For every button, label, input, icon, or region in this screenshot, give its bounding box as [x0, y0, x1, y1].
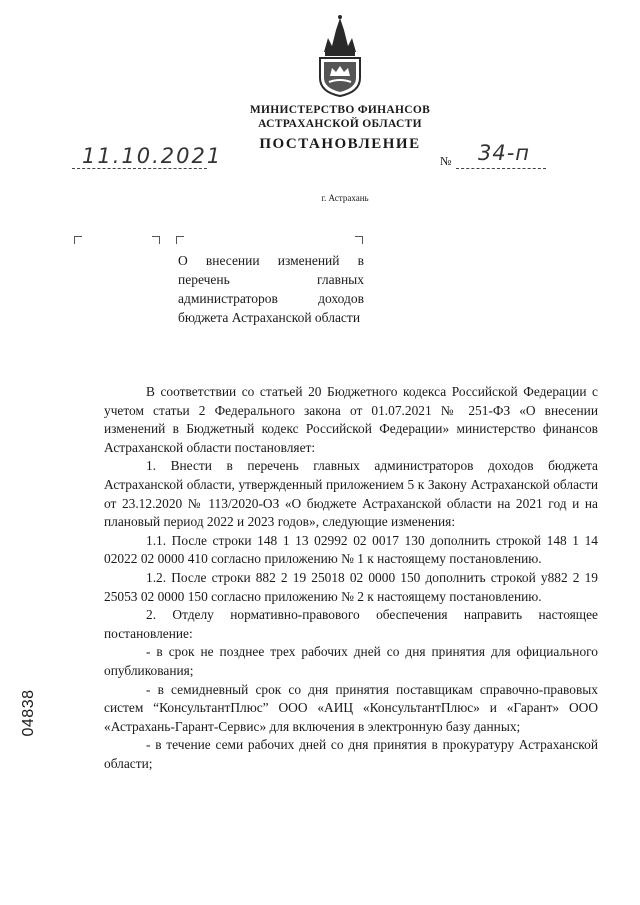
- subject-corner-mark: [355, 236, 363, 244]
- body-paragraph: 1. Внести в перечень главных администраторов доходов бюджета Астраханской области, утвержденный приложением 5 к Закону Астраханской области от 23.12.2020 № 113/2020-ОЗ «О бюджете Астраханской области на 2021 год и на плановый период 2022 и 2023 годов», следующие изменения:: [104, 458, 598, 530]
- body-paragraph: 2. Отделу нормативно-правового обеспечения направить настоящее постановление:: [104, 607, 598, 641]
- body-paragraph: - в срок не позднее трех рабочих дней со дня принятия для официального опубликования;: [104, 644, 598, 678]
- ministry-name-line2: АСТРАХАНСКОЙ ОБЛАСТИ: [258, 118, 422, 130]
- registration-stamp: [14, 678, 44, 748]
- document-subject: О внесении изменений в перечень главных администраторов доходов бюджета Астраханской области: [178, 253, 364, 325]
- city-name: г. Астрахань: [321, 193, 369, 203]
- document-date: 11.10.2021: [82, 144, 223, 168]
- number-underline: [456, 168, 546, 169]
- document-number: 34-п: [478, 141, 531, 165]
- body-paragraph: 1.2. После строки 882 2 19 25018 02 0000 150 дополнить строкой у882 2 19 25053 02 0000 150 согласно приложению № 2 к настоящему постановлению.: [104, 569, 598, 604]
- coat-of-arms-emblem: [310, 12, 370, 98]
- body-paragraph: - в семидневный срок со дня принятия поставщикам справочно-правовых систем “КонсультантПлюс” ООО «АИЦ «КонсультантПлюс» и «Гарант» ООО «Астрахань-Гарант-Сервис» для включения в электронную базу данных;: [104, 681, 598, 734]
- body-paragraph: 1.1. После строки 148 1 13 02992 02 0017 130 дополнить строкой 148 1 14 02022 02 0000 410 согласно приложению № 1 к настоящему постановлению.: [104, 532, 598, 567]
- body-paragraph: В соответствии со статьей 20 Бюджетного кодекса Российской Федерации с учетом статьи 2 Федерального закона от 01.07.2021 № 251-ФЗ «О внесении изменений в Бюджетный кодекс Российской Федерации» министерство финансов Астраханской области постановляет:: [104, 384, 598, 455]
- subject-corner-mark: [176, 236, 184, 244]
- document-body: [104, 383, 598, 773]
- date-underline: [72, 168, 207, 169]
- ministry-name-line1: МИНИСТЕРСТВО ФИНАНСОВ: [249, 104, 431, 116]
- margin-corner-mark: [74, 236, 82, 244]
- number-sign: №: [440, 154, 452, 168]
- body-paragraph: - в течение семи рабочих дней со дня принятия в прокуратуру Астраханской области;: [104, 737, 598, 771]
- registration-stamp-code: 04838: [20, 689, 37, 737]
- document-type-title: ПОСТАНОВЛЕНИЕ: [259, 136, 421, 152]
- margin-corner-mark: [152, 236, 160, 244]
